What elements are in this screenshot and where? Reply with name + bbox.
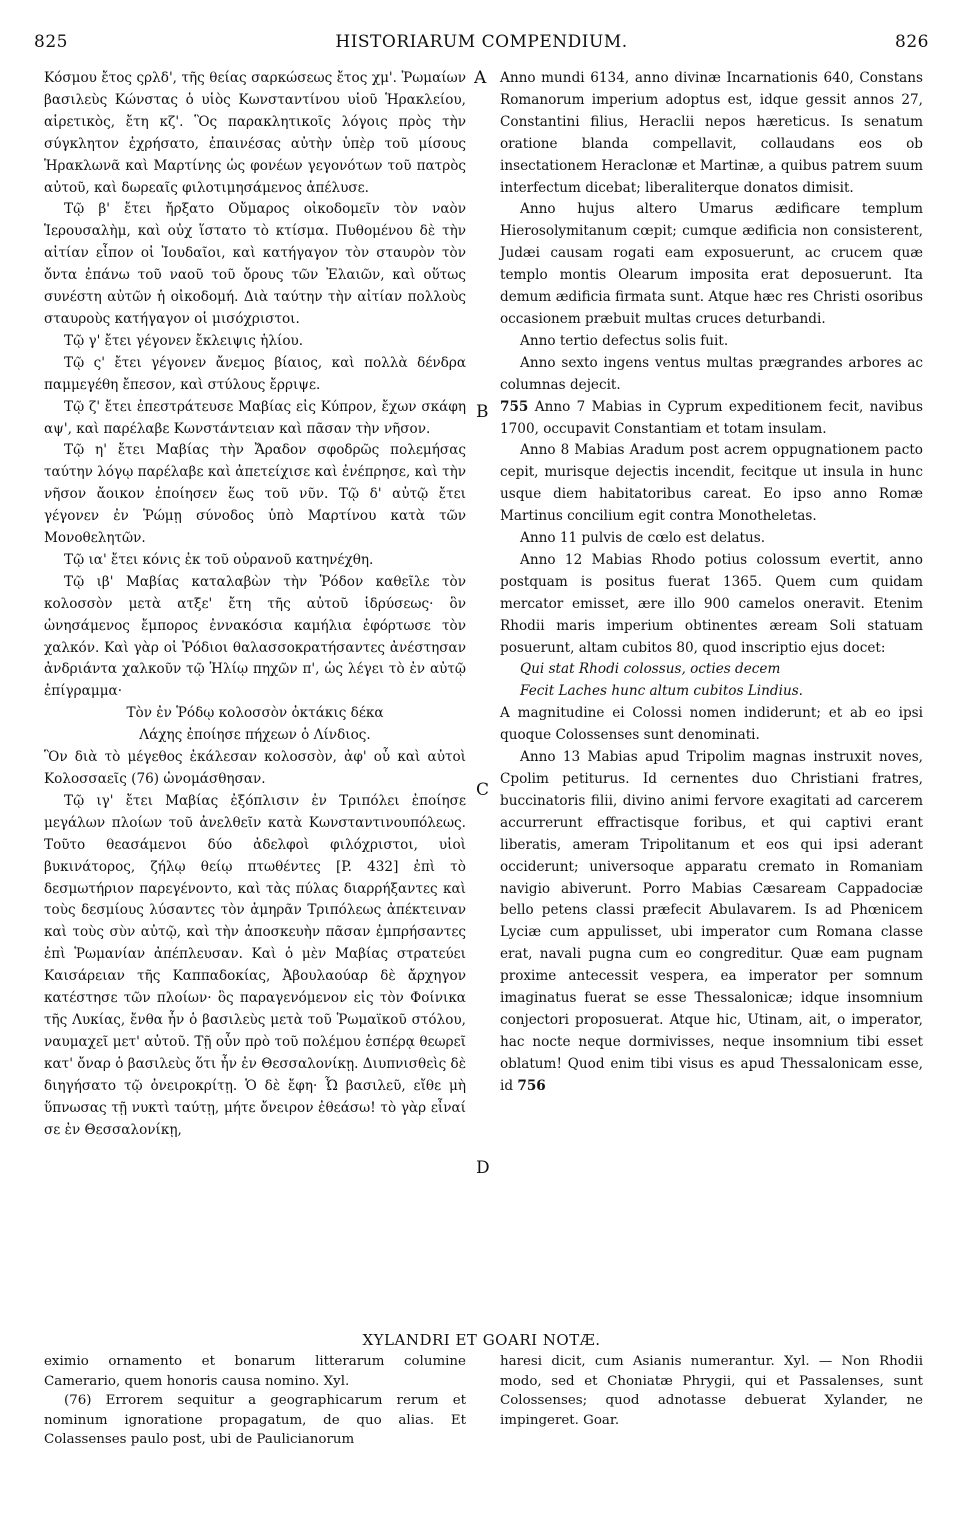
margin-letter-d: D <box>476 1158 490 1178</box>
note-paragraph: eximio ornamento et bonarum litterarum columine Camerario, quem honoris causa nomino. Xyl. <box>44 1354 466 1389</box>
page-number-left: 825 <box>34 32 68 52</box>
greek-verse-line: Λάχης ἐποίησε πήχεων ὁ Λίνδιος. <box>139 727 371 744</box>
running-header <box>34 32 929 60</box>
latin-paragraph: Anno mundi 6134, anno divinæ Incarnationis 640, Constans Romanorum imperium adoptus est, idque gessit annos 27, Constantini filius, Heraclii nepos hæreticus. Is senatum oratione blanda compellavit, collaudans eos ob insectationem Heraclonæ et Martinæ, a quibus patrem suum interfectum dicebat; liberaliterque donatos dimisit. <box>500 70 923 196</box>
latin-column <box>500 68 923 1098</box>
page-number-right: 826 <box>895 32 929 52</box>
greek-paragraph: Τῷ ιβ' Μαβίας καταλαβὼν τὴν Ῥόδον καθεῖλε τὸν κολοσσὸν μετὰ ατξε' ἔτη τῆς αὐτοῦ ἱδρύσεως· ὃν ὠνησάμενος ἔμπορος ἐννακόσια καμήλια ἐφόρτωσε τὸν χαλκόν. Καὶ γὰρ οἱ Ῥόδιοι θαλασσοκρατήσαντες ἀνέστησαν ἀνδριάντα χαλκοῦν τῷ Ἡλίῳ πηχῶν π', ὡς λέγει τὸ ἐν αὐτῷ ἐπίγραμμα· <box>44 573 466 700</box>
greek-paragraph: Τῷ ς' ἔτει γέγονεν ἄνεμος βίαιος, καὶ πολλὰ δένδρα παμμεγέθη ἔπεσον, καὶ στύλους ἔρριψε. <box>44 354 466 393</box>
margin-letter-a: A <box>474 68 487 88</box>
latin-paragraph: Anno 11 pulvis de cœlo est delatus. <box>520 530 766 547</box>
note-paragraph: (76) Errorem sequitur a geographicarum rerum et nominum ignoratione propagatum, de quo alias. Et Colassenses paulo post, ubi de Paulicianorum <box>44 1393 466 1447</box>
margin-number-756: 756 <box>517 1077 546 1094</box>
latin-paragraph: Anno 8 Mabias Aradum post acrem oppugnationem pacto cepit, murisque dejectis incendit, fecitque ut insula in hunc usque diem habitatoribus careat. Eo ipso anno Romæ Martinus concilium egit contra Monotheletas. <box>500 442 923 525</box>
running-title: HISTORIARUM COMPENDIUM. <box>335 32 628 52</box>
greek-paragraph: Τῷ β' ἔτει ἤρξατο Οὔμαρος οἰκοδομεῖν τὸν ναὸν Ἱερουσαλὴμ, καὶ οὐχ ἵστατο τὸ κτίσμα. Πυθομένου δὲ τὴν αἰτίαν εἶπον οἱ Ἰουδαῖοι, καὶ κατήγαγον τὸν σταυρὸν τὸν ὄντα ἐπάνω τοῦ ναοῦ τοῦ ὄρους τῶν Ἐλαιῶν, καὶ οὕτως συνέστη αὐτῶν ἡ οἰκοδομή. Διὰ ταύτην τὴν αἰτίαν πολλοὺς σταυροὺς κατήγαγον οἱ μισόχριστοι. <box>44 201 466 327</box>
notes-left-column <box>44 1352 466 1450</box>
latin-paragraph: A magnitudine ei Colossi nomen indiderunt; et ab eo ipsi quoque Colossenses sunt denominati. <box>500 705 923 744</box>
greek-paragraph: Τῷ ια' ἔτει κόνις ἐκ τοῦ οὐρανοῦ κατηνέχθη. <box>64 551 374 568</box>
notes-title: XYLANDRI ET GOARI NOTÆ. <box>362 1331 601 1349</box>
margin-letter-b: B <box>476 402 489 422</box>
greek-paragraph: Τῷ γ' ἔτει γέγονεν ἔκλειψις ἡλίου. <box>64 332 304 349</box>
greek-paragraph: Κόσμου ἔτος ςρλδ', τῆς θείας σαρκώσεως ἔτος χμ'. Ῥωμαίων βασιλεὺς Κώνστας ὁ υἱὸς Κωνσταντίνου υἱοῦ Ἡρακλείου, αἱρετικὸς, ἔτη κζ'. Ὃς παρακλητικοῖς λόγοις πρὸς τὴν σύγκλητον ἐχρήσατο, ἐπαινέσας αὐτὴν ὑπὲρ τοῦ μίσους Ἡρακλωνᾶ καὶ Μαρτίνης ὡς φονέων γεγονότων τοῦ πατρὸς αὐτοῦ, καὶ δωρεαῖς φιλοτιμησάμενος ἀπέλυσε. <box>44 70 466 196</box>
greek-column <box>44 68 466 1141</box>
latin-verse-line: Fecit Laches hunc altum cubitos Lindius. <box>520 683 803 700</box>
notes-right-column <box>500 1352 923 1430</box>
latin-paragraph: Anno 12 Mabias Rhodo potius colossum evertit, anno postquam is positus fuerat 1365. Quem cum quidam mercator emisset, ære illo 900 camelos oneravit. Etenim Rhodii maris imperium obtinentes æream Soli statuam posuerunt, altam cubitos 80, quod inscriptio ejus docet: <box>500 551 923 656</box>
greek-paragraph: Ὃν διὰ τὸ μέγεθος ἐκάλεσαν κολοσσὸν, ἀφ' οὗ καὶ αὐτοὶ Κολοσσαεῖς (76) ὠνομάσθησαν. <box>44 749 466 787</box>
latin-paragraph: Anno sexto ingens ventus multas prægrandes arbores ac columnas dejecit. <box>500 354 923 393</box>
latin-paragraph: Anno 13 Mabias apud Tripolim magnas instruxit noves, Cpolim petiturus. Id cernentes duo Christiani fratres, buccinatoris filii, divino animi fervore exagitati ad carcerem accurrerunt effractisque foribus, et qui captivi erant liberatis, ameram Tripolitanum et eos qui ipsi aderant occiderunt; universoque apparatu cremato in Romaniam navigio abiverunt. Porro Mabias Cæsaream Cappadociæ bello petens classi præfecit Abulavarem. Is ad Phœnicem Lyciæ cum appulisset, ubi imperator cum Romana classe erat, navali pugna cum eo congreditur. Quæ eam pugnam proxime antecessit vespera, ea imperator per somnum imaginatus fuerat se esse Thessalonicæ; idque insomnium conjectori proposuerat. Atque hic, Utinam, ait, o imperator, hac nocte neque dormivisses, neque insomnium tibi esset oblatum! Quod enim tibi visus es apud Thessalonicam esse, id 756 <box>500 749 923 1094</box>
greek-paragraph: Τῷ ιγ' ἔτει Μαβίας ἐξόπλισιν ἐν Τριπόλει ἐποίησε μεγάλων πλοίων τοῦ ἀνελθεῖν κατὰ Κωνσταντινουπόλεως. Τοῦτο θεασάμενοι δύο ἀδελφοὶ φιλόχριστοι, υἱοὶ βυκινάτορος, ζήλῳ θείῳ πτωθέντες [P. 432] ἐπὶ τὸ δεσμωτήριον παρεγένοντο, καὶ τὰς πύλας διαρρήξαντες καὶ τοὺς δεσμίους λύσαντες τὸν ἀμηρᾶν Τριπόλεως ἀπέκτειναν καὶ τοὺς σὺν αὐτῷ, καὶ τὴν ἀποσκευὴν πᾶσαν ἐμπρήσαντες ἐπὶ Ῥωμανίαν ἀπέπλευσαν. Καὶ ὁ μὲν Μαβίας στρατεύει Καισάρειαν τῆς Καππαδοκίας, Ἀβουλαούαρ δὲ ἄρχηγον κατέστησε τῶν πλοίων· ὃς παραγενόμενον εἰς τὸν Φοίνικα τῆς Λυκίας, ἔνθα ἦν ὁ βασιλεὺς μετὰ τοῦ Ῥωμαϊκοῦ στόλου, ναυμαχεῖ μετ' αὐτοῦ. Τῇ οὖν πρὸ τοῦ πολέμου ἑσπέρᾳ θεωρεῖ κατ' ὄναρ ὁ βασιλεὺς ὅτι ἦν ἐν Θεσσαλονίκῃ. Διυπνισθεὶς δὲ διηγήσατο τῷ ὀνειροκρίτῃ. Ὁ δὲ ἔφη· Ὦ βασιλεῦ, εἴθε μὴ ὕπνωσας τῇ νυκτὶ ταύτῃ, μήτε ὄνειρον ἐθεάσω! τὸ γὰρ εἶναί σε ἐν Θεσσαλονίκῃ, <box>44 792 466 1138</box>
greek-paragraph: Τῷ η' ἔτει Μαβίας τὴν Ἄραδον σφοδρῶς πολεμήσας ταύτην λόγῳ παρέλαβε καὶ ἀπετείχισε καὶ ἐνέπρησε, καὶ τὴν νῆσον ἄοικον ἐποίησεν ἕως τοῦ νῦν. Τῷ δ' αὐτῷ ἔτει γέγονεν ἐν Ῥώμῃ σύνοδος ὑπὸ Μαρτίνου κατὰ τῶν Μονοθελητῶν. <box>44 442 466 547</box>
latin-paragraph: Anno hujus altero Umarus ædificare templum Hierosolymitanum cœpit; cumque ædificia non consisterent, Judæi causam rogati eam exposuerunt, ac crucem quæ templo montis Olearum imposita erat deposuerunt. Ita demum ædificia firmata sunt. Atque hæc res Christi osoribus occasionem præbuit multas cruces deturbandi. <box>500 201 923 327</box>
greek-paragraph: Τῷ ζ' ἔτει ἐπεστράτευσε Μαβίας εἰς Κύπρον, ἔχων σκάφη αψ', καὶ παρέλαβε Κωνστάντειαν καὶ πᾶσαν τὴν νῆσον. <box>44 398 466 437</box>
latin-paragraph: Anno tertio defectus solis fuit. <box>520 332 729 349</box>
latin-paragraph: 755 Anno 7 Mabias in Cyprum expeditionem fecit, navibus 1700, occupavit Constantiam et totam insulam. <box>500 398 924 437</box>
greek-verse-line: Τὸν ἐν Ῥόδῳ κολοσσὸν ὀκτάκις δέκα <box>126 705 384 722</box>
margin-number-755: 755 <box>500 398 529 415</box>
latin-verse-line: Qui stat Rhodi colossus, octies decem <box>520 661 781 678</box>
note-paragraph: haresi dicit, cum Asianis numerantur. Xyl. — Non Rhodii modo, sed et Choniatæ Phrygii, qui et Passalenses, sunt Colossenses; quod adnotasse debuerat Xylander, ne impingeret. Goar. <box>500 1354 923 1428</box>
margin-letter-c: C <box>476 780 490 800</box>
